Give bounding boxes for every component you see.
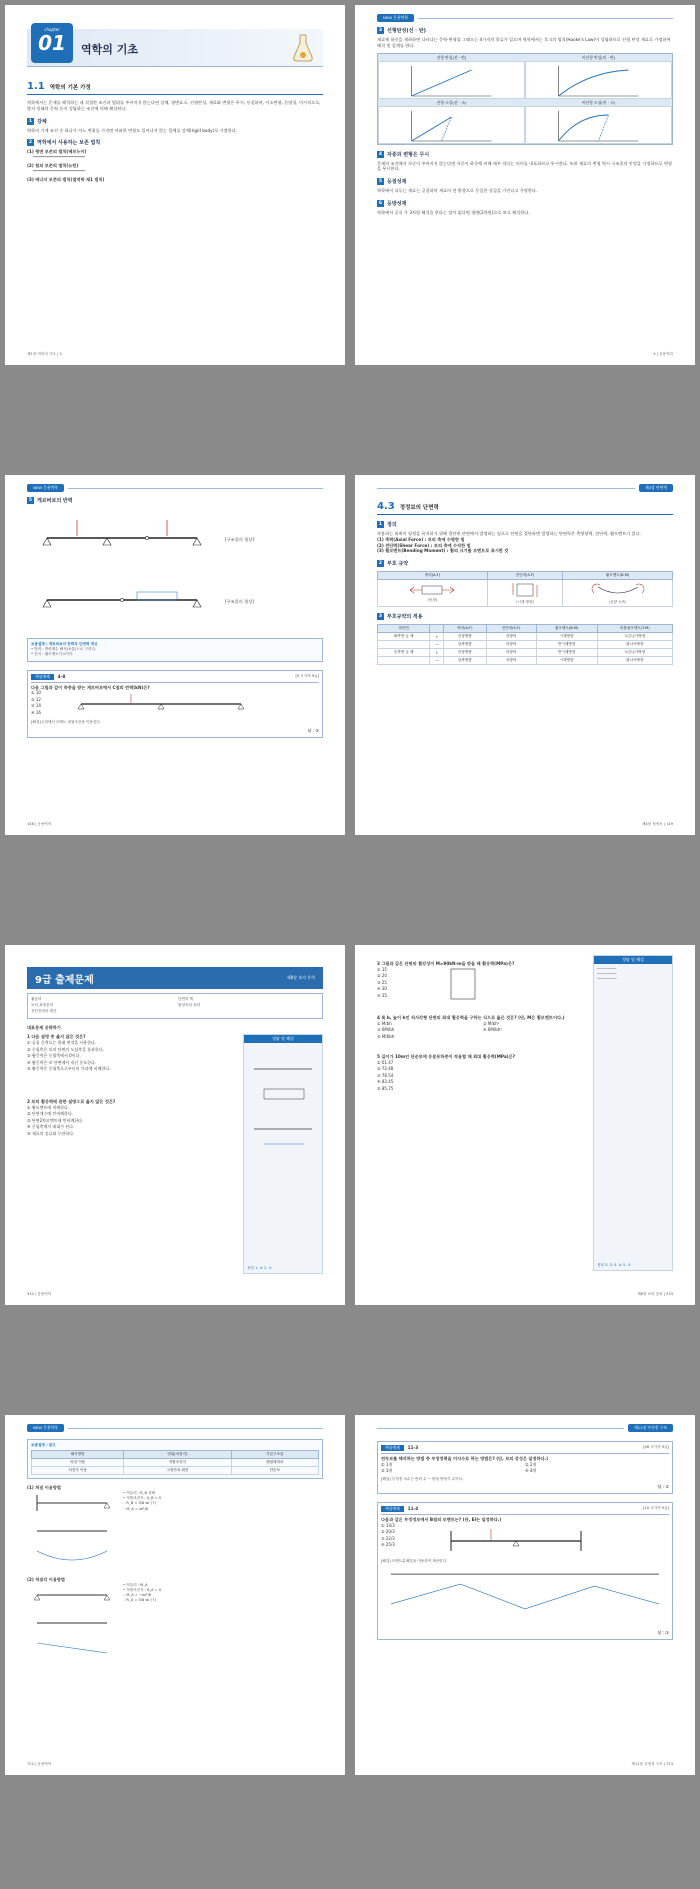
section-title: 역학의 기본 가정 bbox=[49, 85, 91, 91]
option: ② M/bh² bbox=[483, 1020, 500, 1026]
option: ③ 3개 bbox=[381, 1468, 393, 1474]
option: ② 단면계수에 반비례한다. bbox=[27, 1111, 74, 1116]
answer-sidebar bbox=[593, 955, 673, 1271]
header-bar: NEW 응용역학 bbox=[27, 484, 64, 492]
example-tag: 핵심예제 bbox=[381, 1445, 404, 1451]
sign-application-table bbox=[377, 624, 673, 665]
question-2: 2 보의 휨응력에 관한 설명으로 옳지 않은 것은? bbox=[27, 1098, 116, 1104]
example-question: 다음과 같은 부정정보에서 B점의 모멘트는? (단, EI는 일정하다.) bbox=[381, 1517, 502, 1522]
s1-title: 정의 bbox=[387, 522, 397, 528]
moment-distribution-diagram bbox=[381, 1564, 669, 1624]
sidebar-answer: 정답 1. ④ 2. ④ bbox=[247, 1266, 272, 1271]
table-header: 휨모멘트(B.M) bbox=[563, 572, 673, 580]
s2-item-1: (1) 평면 보존의 법칙(베르누이) bbox=[27, 149, 87, 155]
table-row: − 압축방향 상향력 시계방향 왼나사방향 bbox=[378, 657, 673, 665]
section-title: 정정보의 단면력 bbox=[399, 505, 439, 511]
page-footer: 532 | 응용역학 bbox=[27, 1292, 52, 1296]
gerber-beam-diagram-2 bbox=[27, 570, 323, 630]
formula-line: • 적합조건식 : δ_B = 0 bbox=[123, 1496, 162, 1501]
checklist-item: 휨응력 bbox=[31, 997, 42, 1001]
s3-title: 부호규약의 적용 bbox=[387, 614, 423, 621]
s5-title: 게르버보의 반력 bbox=[37, 498, 73, 504]
checklist-box bbox=[27, 993, 323, 1019]
method-1-title: (1) 처짐 이용방법 bbox=[27, 1485, 61, 1491]
grid-caption: 선형 소성(선 · 소) bbox=[378, 99, 525, 106]
option: ① 휨모멘트에 비례한다. bbox=[27, 1104, 70, 1110]
page-7 bbox=[5, 1415, 345, 1775]
s2-item-2: (2) 힘의 보존의 법칙(뉴턴) bbox=[27, 163, 79, 169]
method-1-diagram bbox=[27, 1491, 117, 1571]
table-header: 축력(A.F) bbox=[444, 625, 486, 633]
intro-text: 역학에서는 문제를 해석하는 데 적절한 조건과 범위를 주어지지 않는다면 강체, 평면요소, 선형탄성, 재료와 변형은 무시, 등질하며, 이소변형, 등방성, 미시적으로, 방지 상태의 응력 등이 성립하는 조건에 의해 해석된다. bbox=[27, 100, 321, 111]
option: ② 12 bbox=[31, 696, 41, 702]
chapter-number: 01 bbox=[38, 31, 66, 55]
checklist-item: 합성보의 응력 bbox=[178, 1003, 200, 1008]
question-3: 3 그림과 같은 단면의 휨강성이 M=90kN·m을 받을 때 휨응력(MPa)은? bbox=[377, 961, 515, 966]
definition: (2) 전단력(Shear Force) : 보의 축에 수직한 힘 bbox=[377, 542, 471, 548]
checklist-item: 보의 최대응력 bbox=[31, 1003, 53, 1008]
s3-text: 재료에 하중을 재하하면 나타나는 응력-변형률 그래프는 4가지의 종류가 있으며 역학에서는 후크의 법칙(Hooke's Law)이 성립하므로 선형 탄성 재료로 가정하여 해석 및 설계를 한다. bbox=[377, 37, 671, 48]
example-answer: 답 : ② bbox=[657, 1484, 669, 1489]
grid-caption: 선형 탄성(선 · 탄) bbox=[378, 54, 525, 61]
formula-line: • 여유력 : R_B 선택 bbox=[123, 1491, 156, 1495]
example-question: 다음 그림과 같이 하중을 받는 게르버보에서 C점의 반력(kN)은? bbox=[31, 684, 150, 690]
header-bar: 제11장 부정정 구조 bbox=[628, 1424, 673, 1432]
page-5 bbox=[5, 945, 345, 1305]
grid-caption: 비선형 탄성(비 · 탄) bbox=[525, 54, 672, 61]
sidebar-head: 정답 및 해설 bbox=[594, 956, 672, 964]
section-diagram bbox=[437, 967, 497, 1001]
caption: (상향 오목) bbox=[608, 600, 627, 605]
page-footer: 제8장 보의 응력 | 533 bbox=[637, 1292, 673, 1296]
table-row: 우측면 등 제 + 인장방향 하향력 반시계방향 오른나사방향 bbox=[378, 649, 673, 657]
table-row: 처짐각 이용 고정단의 회전 단순보 bbox=[32, 1467, 319, 1475]
table-row: 좌측면 등 제 + 인장방향 상향력 시계방향 오른나사방향 bbox=[378, 633, 673, 641]
stress-strain-grid bbox=[377, 53, 673, 145]
table-header bbox=[430, 625, 444, 633]
sidebar-diagram bbox=[244, 1049, 322, 1169]
example-solution: [해설] 부정정 차수는 반력 수 − 평형 방정식 수이다. bbox=[381, 1476, 464, 1481]
s2-title: 부호 규약 bbox=[387, 561, 409, 568]
page-6 bbox=[355, 945, 695, 1305]
formula-line: ∴ M_A = wl²/8 bbox=[123, 1506, 148, 1511]
definition: (3) 휨모멘트(Bending Moment) : 휨의 크기를 모멘트로 표시한 것 bbox=[377, 548, 509, 554]
filler-text: ━━━━━━━━━━━━━━━━━━━━━━━━ bbox=[33, 169, 85, 174]
sidebar-head: 정답 및 해설 bbox=[244, 1035, 322, 1043]
option: ③ 6M/bh bbox=[377, 1027, 395, 1033]
cap1: [구조물의 형상] bbox=[225, 537, 254, 542]
axial-force-icon bbox=[402, 583, 462, 597]
page-4: 제3장 단면력 4.3 정정보의 단면력 1 정의 작용하는 외력이 평형을 유지하기 위해 절단된 단면에서 발생하는 힘으로 단면을 절단하면 발생하는 단면력은 축방향력, 전단력, 휨모멘트가 있다. (1) 축력(Axial Force) : 보의 축에 수평한 힘 (2) 전단력(Shear Force) : 보의 축에 수직한 힘 (3) 휨모멘트(Bending Moment) : 휨의 크기를 모멘트로 표시한 것 2 부호 규약 축력(A.F) 전단력(S.F) 휨모멘트(B.M) (인장) (시계 방향) (상향 오목) 3 부호규약의 적용 절단면 축력(A.F) 전단력(S.F) 휨모멘트(B.M) 비틀림모멘트(T.M) 좌측면 등 제 + 인장방향 상향력 시계방향 오른나사방향 − 압축방향 하향력 반시계방향 왼나사방향 우측면 등 제 + 인장방향 하향력 반시계방향 오른나사방향 − 압축방향 상향력 시계방향 왼나사방향 제4장 정정보 | 149 bbox=[355, 475, 695, 835]
example-num: 4-8 bbox=[57, 673, 66, 679]
exam-banner bbox=[27, 967, 323, 989]
s1-title: 강체 bbox=[37, 118, 47, 125]
definition: (1) 축력(Axial Force) : 보의 축에 수평한 힘 bbox=[377, 536, 465, 542]
shear-force-icon bbox=[505, 581, 545, 599]
option: ② 2개 bbox=[525, 1461, 537, 1467]
s2-item-3: (3) 에너지 보존의 법칙(열역학 제1 법칙) bbox=[27, 177, 105, 183]
table-header: 축력(A.F) bbox=[378, 572, 488, 580]
page-footer: 722 | 응용역학 bbox=[27, 1762, 52, 1766]
option: ① 10 bbox=[31, 690, 41, 696]
option: ① 15 bbox=[377, 966, 387, 972]
note-box bbox=[27, 638, 323, 662]
example-box-2 bbox=[377, 1502, 673, 1640]
example-source: [9 국가직 9급] bbox=[295, 674, 319, 678]
option: ① M/bh bbox=[377, 1020, 392, 1026]
s1-text: 작용하는 외력이 평형을 유지하기 위해 절단된 단면에서 발생하는 힘으로 단면을 절단하면 발생하는 단면력은 축방향력, 전단력, 휨모멘트가 있다. bbox=[377, 531, 641, 536]
option: ② 중립축은 보의 단면의 도심축을 통과한다. bbox=[27, 1046, 104, 1052]
formula-line: ∴ R_B = 3/8 wl (↑) bbox=[123, 1501, 157, 1506]
s6-text: 역학에서 공식 가 3차원 해석을 한다는 말이 없다면 평면(2차원)으로 보고 해석한다. bbox=[377, 209, 530, 215]
s1-text: 역학의 기계 조건 중 하나가 어느 변위를 가지면 어떠한 변형도 일어나지 않는 물체를 강체(rigid body)로 가정한다. bbox=[27, 127, 238, 133]
note-box bbox=[27, 1439, 323, 1479]
option: ① 61.47 bbox=[377, 1059, 394, 1065]
option: ③ 25 bbox=[377, 979, 387, 985]
example-num: 11-4 bbox=[407, 1506, 419, 1512]
formula-line: • 여유력 : M_A bbox=[123, 1582, 148, 1587]
formula-line: • 적합조건식 : θ_A = 0 bbox=[123, 1588, 162, 1592]
example-answer: 답 : ① bbox=[657, 1630, 669, 1635]
graph-linear-elastic bbox=[379, 62, 524, 100]
method-2-diagram bbox=[27, 1583, 117, 1663]
example-question: 연속보를 해석하는 방법 중 부정정력을 미지수로 하는 방법은? (단, 보의 강성은 일정하다.) bbox=[381, 1456, 549, 1461]
sign-convention-table bbox=[377, 571, 673, 607]
table-row: 처짐 이용 적합조건식 캔틸레버보 bbox=[32, 1459, 319, 1467]
option: ③ 78.54 bbox=[377, 1072, 394, 1078]
page-3: NEW 응용역학 5 게르버보의 반력 [구조물의 형상] [구조물의 형상] 보충설명 / 게르버보의 반력과 단면력 계산 • 반력 : 반력계수 해석(보통)으로 구한다. • 힌지 : 휨모멘트가 0이다. 핵심예제 4-8 [9 국가직 9급] 다음 그림과 같이 하중을 받는 게르버보에서 C점의 반력(kN)은? ① 10 ② 12 ③ 14 ④ 16 [해설] C점에서 모멘트 평형조건을 이용한다. 답 : ③ 148 | 응용역학 bbox=[5, 475, 345, 835]
formula-line: ∴ R_A = 5/8 wl (↑) bbox=[123, 1598, 157, 1603]
lead-text: 대표문제 공략하기 bbox=[27, 1024, 61, 1030]
example-beam-diagram bbox=[71, 690, 251, 718]
example-box-1 bbox=[377, 1441, 673, 1494]
option: ① 공칭 응력도는 원래 면적을 사용한다. bbox=[27, 1040, 97, 1046]
question-4: 4 폭 b, 높이 h인 직사각형 단면의 최대 휨응력을 구하는 식으로 옳은 것은? (단, M은 휨모멘트이다.) bbox=[377, 1014, 565, 1020]
s5-title: 등질성재 bbox=[387, 179, 407, 186]
option: ④ 83.45 bbox=[377, 1079, 394, 1085]
s4-title: 자중과 변형은 무시 bbox=[387, 151, 430, 158]
option: ③ 휨응력은 중립축에서 0이다. bbox=[27, 1053, 81, 1059]
option: ④ 휨응력은 보 단면에서 직선 분포한다. bbox=[27, 1059, 97, 1065]
option: ③ 22/3 bbox=[381, 1535, 395, 1541]
option: ④ 30 bbox=[377, 986, 387, 992]
checklist-item: 전단응력의 계산 bbox=[31, 1009, 57, 1014]
section-number: 4.3 bbox=[377, 501, 395, 512]
option: ⑤ M/6bh bbox=[377, 1033, 395, 1039]
gerber-beam-diagram-1 bbox=[27, 508, 323, 566]
filler-text: ───────── ───────── ───────── bbox=[597, 967, 617, 982]
option: ② 20/3 bbox=[381, 1529, 395, 1535]
s6-title: 등방성재 bbox=[387, 200, 407, 207]
option: ① 14/3 bbox=[381, 1522, 395, 1528]
filler-text: ━━━━━━━━━━━━━━━━━━━━━━━━ bbox=[33, 155, 85, 160]
option: ⑤ 휨응력은 중립축으로부터의 거리에 비례한다. bbox=[27, 1066, 111, 1072]
checklist-item: 단면의 핵 bbox=[178, 997, 194, 1001]
chapter-banner bbox=[27, 29, 323, 67]
example-solution: [해설] 모멘트분배법을 이용하여 계산한다. bbox=[381, 1558, 448, 1563]
s2-title: 역학에서 사용하는 보존 법칙 bbox=[37, 140, 101, 147]
table-header: 전단력(S.F) bbox=[487, 572, 562, 580]
caption: (시계 방향) bbox=[516, 600, 534, 605]
s4-text: 문제의 조건에서 자중이 주어지지 않는다면 자중이 하중에 비해 매우 작다는 의미를 내포하므로 무시한다. 또한 재료의 변형 역시 구조물의 안정을 가정하므로 변형을 무시한다. bbox=[377, 160, 672, 172]
table-header: 기본구조물 bbox=[231, 1451, 318, 1459]
table-header: 절단면 bbox=[378, 625, 430, 633]
page-footer: 제11장 부정정 구조 | 723 bbox=[631, 1762, 673, 1766]
answer-sidebar bbox=[243, 1034, 323, 1274]
table-header: 비틀림모멘트(T.M) bbox=[597, 625, 672, 633]
option: ① 1개 bbox=[381, 1461, 393, 1467]
formula-line: ∴ M_A = −wl²/8 bbox=[123, 1593, 151, 1598]
example-beam-diagram bbox=[431, 1523, 601, 1557]
note-title: 보충설명 / 게르버보의 반력과 단면력 계산 bbox=[31, 642, 98, 646]
method-table bbox=[31, 1450, 319, 1475]
graph-linear-plastic bbox=[379, 107, 524, 145]
option: ④ 16 bbox=[31, 709, 41, 715]
grid-caption: 비선형 소성(비 · 소) bbox=[525, 99, 672, 106]
example-answer: 답 : ③ bbox=[307, 727, 319, 733]
graph-nonlinear-elastic bbox=[526, 62, 671, 100]
question-5: 5 길이가 10m인 단순보에 등분포하중이 작용할 때 최대 휨응력(MPa)은? bbox=[377, 1054, 516, 1060]
example-source: [10 국가직 9급] bbox=[643, 1506, 669, 1511]
lab-flask-icon bbox=[291, 33, 315, 63]
table-header: 변위(처짐각) bbox=[124, 1451, 231, 1459]
page-footer: 제1장 역학의 기초 | 3 bbox=[27, 352, 62, 356]
example-num: 11-3 bbox=[407, 1445, 419, 1451]
cap2: [구조물의 형상] bbox=[225, 599, 254, 604]
option: ⑤ 85.75 bbox=[377, 1085, 394, 1091]
page-8 bbox=[355, 1415, 695, 1775]
table-header: 휨모멘트(B.M) bbox=[536, 625, 597, 633]
note-title: 보충설명 / 참고 bbox=[31, 1443, 56, 1447]
option: ④ 중립축에서 최대가 된다. bbox=[27, 1124, 75, 1129]
example-solution: [해설] C점에서 모멘트 평형조건을 이용한다. bbox=[31, 720, 102, 725]
option: ③ 14 bbox=[31, 703, 41, 709]
option: ② 72.48 bbox=[377, 1066, 394, 1072]
s3-title: 선형탄성(선 · 탄) bbox=[387, 28, 426, 34]
header-bar: NEW 응용역학 bbox=[27, 1424, 64, 1432]
option: ② 20 bbox=[377, 973, 387, 979]
chapter-label: chapter bbox=[44, 27, 60, 32]
graph-nonlinear-plastic bbox=[526, 107, 671, 145]
sidebar-answer: 정답 3. ② 4. ④ 5. ③ bbox=[597, 1262, 631, 1267]
example-box bbox=[27, 670, 323, 738]
bending-moment-icon bbox=[588, 581, 648, 599]
caption: (인장) bbox=[427, 598, 438, 603]
page-2: NEW 응용역학 3 선형탄성(선 · 탄) 재료에 하중을 재하하면 나타나는 응력-변형률 그래프는 4가지의 종류가 있으며 역학에서는 후크의 법칙(Hooke's Law)이 성립하므로 선형 탄성 재료로 가정하여 해석 및 설계를 한다. 선형 탄성(선 · 탄) 비선형 탄성(비 · 탄) 선형 소성(선 · 소) 비선형 소성(비 · 소) 4 자중과 변형은 무시 문제의 조건에서 자중이 주어지지 않는다면 자중이 하중에 비해 매우 작다는 의미를 내포하므로 무시한다. 또한 재료의 변형 역시 구조물의 안정을 가정하므로 변형을 무시한다. 5 등질성재 역학에서 다루는 재료는 균질하며 재료의 전 방향으로 동일한 성질을 가진다고 가정한다. 6 등방성재 역학에서 공식 가 3차원 해석을 한다는 말이 없다면 평면(2차원)으로 보고 해석한다. 4 | 응용역학 bbox=[355, 5, 695, 365]
example-tag: 핵심예제 bbox=[381, 1506, 404, 1512]
note-item: • 힌지 : 휨모멘트가 0이다. bbox=[31, 652, 74, 657]
method-2-title: (2) 처짐각 이용방법 bbox=[27, 1577, 65, 1582]
table-header: 해석방법 bbox=[32, 1451, 124, 1459]
banner-title: 9급 출제문제 bbox=[35, 975, 94, 986]
option: ④ 4개 bbox=[525, 1468, 537, 1474]
header-bar: NEW 응용역학 bbox=[377, 14, 414, 22]
table-header: 전단력(S.F) bbox=[486, 625, 536, 633]
example-source: [06 국가직 9급] bbox=[643, 1445, 669, 1450]
section-number: 1.1 bbox=[27, 81, 45, 92]
header-bar: 제3장 단면력 bbox=[639, 484, 673, 492]
page-1: chapter 01 역학의 기초 1.1 역학의 기본 가정 역학에서는 문제를 해석하는 데 적절한 조건과 범위를 주어지지 않는다면 강체, 평면요소, 선형탄성, 재료와 변형은 무시, 등질하며, 이소변형, 등방성, 미시적으로, 방지 상태의 응력 등이 성립하는 조건에 의해 해석된다. 1 강체 역학의 기계 조건 중 하나가 어느 변위를 가지면 어떠한 변형도 일어나지 않는 물체를 강체(rigid body)로 가정한다. 2 역학에서 사용하는 보존 법칙 (1) 평면 보존의 법칙(베르누이) ━━━━━━━━━━━━━━━━━━━━━━━━ (2) 힘의 보존의 법칙(뉴턴) ━━━━━━━━━━━━━━━━━━━━━━━━ (3) 에너지 보존의 법칙(열역학 제1 법칙) 제1장 역학의 기초 | 3 bbox=[5, 5, 345, 365]
option: ③ 단면2차모멘트에 반비례한다. bbox=[27, 1117, 84, 1123]
note-item: • 반력 : 반력계수 해석(보통)으로 구한다. bbox=[31, 647, 97, 652]
page-footer: 제4장 정정보 | 149 bbox=[641, 822, 673, 826]
option: ⑤ 35 bbox=[377, 992, 387, 998]
page-footer: 4 | 응용역학 bbox=[653, 352, 673, 356]
page-footer: 148 | 응용역학 bbox=[27, 822, 52, 826]
example-tag: 핵심예제 bbox=[31, 674, 54, 680]
option: ④ 25/3 bbox=[381, 1542, 395, 1548]
banner-sub: 제8장 보의 응력 bbox=[286, 975, 315, 980]
table-row: − 압축방향 하향력 반시계방향 왼나사방향 bbox=[378, 641, 673, 649]
option: ④ 6M/bh² bbox=[483, 1027, 502, 1033]
option: ⑤ 재료의 종류와 무관하다. bbox=[27, 1130, 75, 1136]
question-1: 1 다음 설명 중 옳지 않은 것은? bbox=[27, 1034, 86, 1040]
chapter-title: 역학의 기초 bbox=[81, 43, 138, 56]
s5-text: 역학에서 다루는 재료는 균질하며 재료의 전 방향으로 동일한 성질을 가진다고 가정한다. bbox=[377, 188, 538, 194]
